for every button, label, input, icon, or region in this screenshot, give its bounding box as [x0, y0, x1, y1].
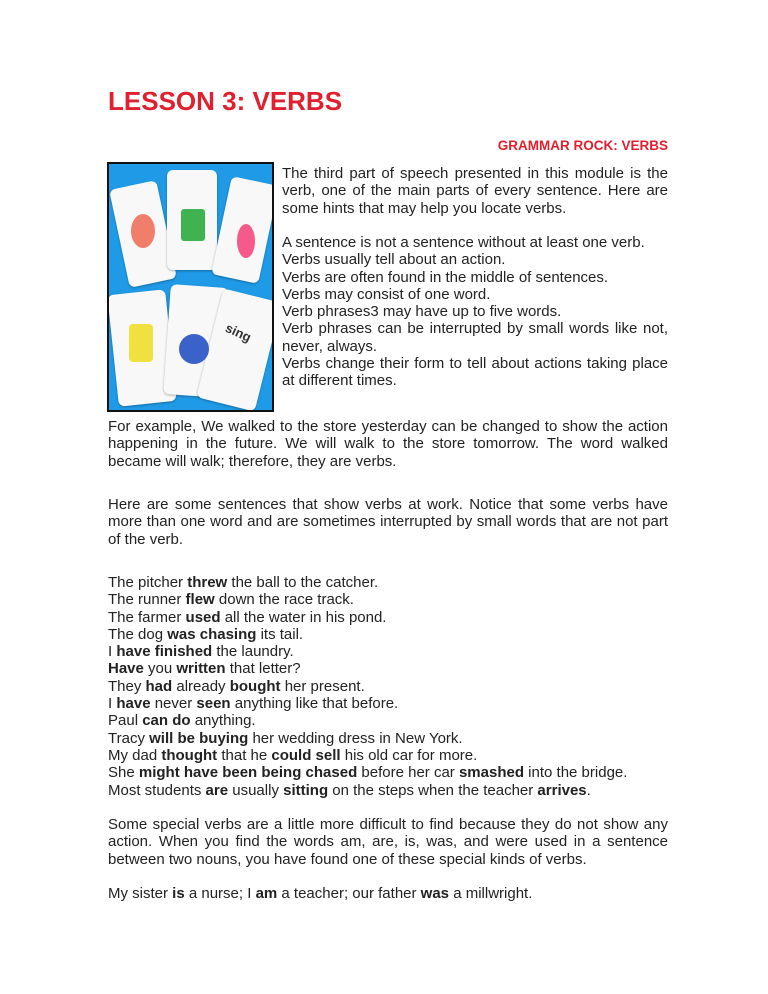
- example-sentences: [108, 574, 668, 799]
- example-sentence: [108, 574, 668, 591]
- sentence-text: you: [143, 660, 177, 678]
- special-verbs-paragraph: Some special verbs are a little more difficult to find because they do not show any action. When you find the words am, are, is, was, and were used in a sentence between two nouns, you have found one of these special kinds of verbs.: [108, 816, 668, 868]
- verb-flashcards-image: [107, 162, 274, 412]
- sentence-text: already: [172, 677, 230, 695]
- sentence-text: anything.: [190, 712, 256, 730]
- verb-highlight: seen: [196, 695, 231, 713]
- example-sentence: [108, 643, 668, 660]
- hint-item: Verb phrases can be interrupted by small words like not, never, always.: [282, 320, 668, 355]
- sentence-text: on the steps when the teacher: [328, 781, 538, 799]
- example-sentence: [108, 730, 668, 747]
- example-sentence: [108, 626, 668, 643]
- verb-highlight: have finished: [116, 643, 213, 661]
- sentence-text: all the water in his pond.: [220, 608, 387, 626]
- verb-highlight: will be buying: [149, 729, 249, 747]
- verb-highlight: used: [185, 608, 221, 626]
- example-sentence: [108, 782, 668, 799]
- verb-highlight: am: [255, 885, 278, 902]
- sentence-text: down the race track.: [214, 591, 354, 609]
- sentence-text: a millwright.: [449, 885, 533, 902]
- sentence-text: her present.: [280, 677, 365, 695]
- verb-highlight: was chasing: [167, 625, 257, 643]
- sentence-text: usually: [228, 781, 284, 799]
- verb-highlight: was: [420, 885, 450, 902]
- example-sentence: [108, 695, 668, 712]
- verb-highlight: bought: [229, 677, 281, 695]
- sentence-text: The dog: [108, 625, 168, 643]
- hint-item: Verb phrases3 may have up to five words.: [282, 303, 562, 321]
- lesson-title: LESSON 3: VERBS: [108, 86, 343, 116]
- hint-item: A sentence is not a sentence without at least one verb.: [282, 234, 645, 251]
- verb-highlight: flew: [185, 591, 215, 609]
- hint-item: Verbs change their form to tell about actions taking place at different times.: [282, 355, 668, 390]
- sentences-intro-paragraph: Here are some sentences that show verbs at work. Notice that some verbs have more than one word and are sometimes interrupted by small words that are not part of the verb.: [108, 496, 668, 548]
- sentence-text: the laundry.: [212, 643, 294, 661]
- verb-highlight: could sell: [271, 746, 341, 764]
- final-example: [108, 885, 668, 902]
- example-sentence: [108, 712, 668, 729]
- verb-highlight: smashed: [458, 764, 525, 782]
- hints-list: [282, 234, 668, 390]
- verb-highlight: have: [116, 695, 151, 713]
- example-sentence: [108, 609, 668, 626]
- sentence-text: into the bridge.: [524, 764, 628, 782]
- example-sentence: [108, 764, 668, 781]
- sentence-text: its tail.: [256, 625, 304, 643]
- sentence-text: The pitcher: [108, 574, 188, 591]
- sentence-text: Most students: [108, 781, 206, 799]
- verb-highlight: arrives: [537, 781, 587, 799]
- sentence-text: anything like that before.: [230, 695, 399, 713]
- sentence-text: The runner: [108, 591, 186, 609]
- sentence-text: the ball to the catcher.: [227, 574, 379, 591]
- card-word: sing: [223, 320, 254, 345]
- sentence-text: Tracy: [108, 729, 150, 747]
- verb-highlight: had: [145, 677, 173, 695]
- verb-highlight: might have been being chased: [138, 764, 358, 782]
- sentence-text: My sister: [108, 885, 173, 902]
- sentence-text: his old car for more.: [340, 746, 478, 764]
- sentence-text: I: [108, 695, 117, 713]
- sentence-text: They: [108, 677, 146, 695]
- sentence-text: never: [150, 695, 197, 713]
- verb-highlight: are: [205, 781, 229, 799]
- sentence-text: a teacher; our father: [277, 885, 421, 902]
- sentence-text: before her car: [357, 764, 459, 782]
- sentence-text: that he: [217, 746, 272, 764]
- sentence-text: Paul: [108, 712, 143, 730]
- example-sentence: [108, 591, 668, 608]
- section-subtitle: GRAMMAR ROCK: VERBS: [497, 138, 668, 153]
- sentence-text: .: [586, 781, 591, 799]
- verb-highlight: thought: [161, 746, 218, 764]
- hint-item: Verbs are often found in the middle of sentences.: [282, 268, 609, 286]
- sentence-text: her wedding dress in New York.: [248, 729, 463, 747]
- example-sentence: [108, 678, 668, 695]
- verb-highlight: sitting: [283, 781, 329, 799]
- verb-highlight: written: [176, 660, 226, 678]
- sentence-text: that letter?: [225, 660, 301, 678]
- verb-highlight: is: [172, 885, 185, 902]
- sentence-text: My dad: [108, 746, 162, 764]
- sentence-text: The farmer: [108, 608, 186, 626]
- example-sentence: [108, 747, 668, 764]
- hint-item: Verbs may consist of one word.: [282, 285, 491, 303]
- example-sentence: [108, 660, 668, 677]
- hint-item: Verbs usually tell about an action.: [282, 251, 506, 269]
- verb-highlight: Have: [108, 660, 144, 678]
- sentence-text: She: [108, 764, 139, 782]
- example-paragraph: For example, We walked to the store yesterday can be changed to show the action happening in the future. We will walk to the store tomorrow. The word walked became will walk; therefore, they are verbs.: [108, 418, 668, 470]
- verb-highlight: can do: [142, 712, 191, 730]
- sentence-text: a nurse; I: [184, 885, 256, 902]
- intro-paragraph: The third part of speech presented in this module is the verb, one of the main parts of every sentence. Here are some hints that may help you locate verbs.: [282, 165, 668, 217]
- sentence-text: I: [108, 643, 117, 661]
- verb-highlight: threw: [187, 574, 228, 591]
